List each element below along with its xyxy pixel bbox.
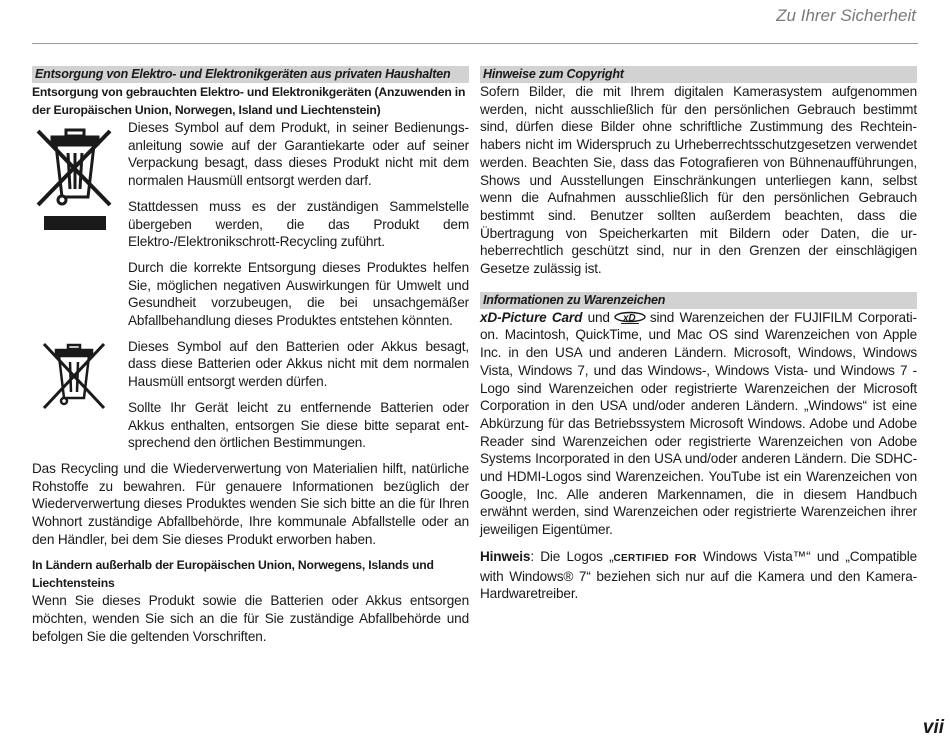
subheading-outside-eu: In Ländern außerhalb der Europäischen Union, Norwegens, Islands und Liechtensteins: [32, 558, 434, 591]
trademark-und: und: [587, 309, 610, 325]
para-battery-removal: Sollte Ihr Gerät leicht zu entfernende Batterien oder Akkus enthalten, entsorgen Sie diese bitte separat entsprechend den örtlichen Bestimmungen.: [128, 399, 469, 451]
para-battery-symbol: Dieses Symbol auf den Batterien oder Akkus besagt, dass diese Batterien oder Akkus nicht mit dem normalen Hausmüll entsorgt werden dürfen.: [128, 338, 469, 390]
certified-for-text: CERTIFIED FOR: [613, 552, 697, 564]
para-recycling: Das Recycling und die Wiederverwertung von Materialien hilft, natürliche Rohstoffe zu bewahren. Für genauere Informationen bezüglich der Wiederverwertung dieses Produktes wenden Sie sich bitte an die für Ihren Wohnort zuständige Abfallbehörde, Ihre kommunale Abfallstelle oder an den Händler, bei dem Sie dieses Produkt erworben haben.: [32, 460, 469, 547]
running-header: Zu Ihrer Sicherheit: [776, 6, 916, 25]
para-note: [480, 548, 917, 603]
note-text-a: : Die Logos „: [530, 548, 614, 564]
note-text-b: Windows Vista™“ und „Compatible with Windows® 7“ beziehen sich nur auf die Kamera und den Kamera-Hardwaretreiber.: [480, 548, 917, 602]
header-rule: [32, 43, 918, 44]
crossed-battery-bin-icon: [32, 338, 128, 452]
battery-symbol-block: [32, 338, 469, 452]
section-heading-copyright: Hinweise zum Copyright: [480, 66, 917, 83]
xd-logo-text: xD: [622, 313, 636, 325]
note-label: Hinweis: [480, 548, 531, 564]
page-number: vii: [922, 717, 944, 738]
crossed-bin-icon: [32, 119, 128, 330]
para-correct-disposal: Durch die korrekte Entsorgung dieses Produktes helfen Sie, möglichen negativen Auswirkungen für Umwelt und Gesundheit vorzubeugen, die bei unsachgemäßer Abfallbehandlung dieses Produktes entstehen könnten.: [128, 259, 469, 329]
para-collection-point: Stattdessen muss es der zuständigen Sammelstelle übergeben werden, die das Produkt dem Elektro-/Elektronikschrott-Recycling zuführt.: [128, 198, 469, 250]
para-outside-eu: Wenn Sie dieses Produkt sowie die Batterien oder Akkus entsorgen möchten, wenden Sie sich an die für Sie zuständige Abfallbehörde und befolgen Sie die geltenden Vorschriften.: [32, 593, 469, 644]
para-bin-symbol: Dieses Symbol auf dem Produkt, in seiner Bedienungsanleitung sowie auf der Garantiekarte oder auf seiner Verpackung besagt, dass dieses Produkt nicht mit dem normalen Hausmüll entsorgt werden darf.: [128, 120, 469, 189]
xd-logo-icon: [613, 311, 647, 325]
xd-card-name: xD-Picture Card: [480, 309, 583, 325]
bin-symbol-block: [32, 119, 469, 330]
right-column: [480, 66, 917, 603]
section-heading-disposal: Entsorgung von Elektro- und Elektronikgeräten aus privaten Haushalten: [32, 66, 469, 83]
trademark-text: sind Warenzeichen der FUJIFILM Corporation. Macintosh, QuickTime, und Mac OS sind Warenzeichen von Apple Inc. in den USA und anderen Ländern. Microsoft, Windows, Windows Vista, Windows 7, und das Windows-, Windows Vista- und Windows 7 -Logo sind Warenzeichen oder registrierte Warenzeichen der Microsoft Corporation in den USA und/oder anderen Ländern. „Windows“ ist eine Abkürzung für das Betriebssystem Microsoft Windows. Adobe und Adobe Reader sind Warenzeichen oder registrierte Warenzeichen von Adobe Systems Incorporated in den USA und/oder anderen Ländern. Die SDHC- und HDMI-Logos sind Warenzeichen. YouTube ist ein Warenzeichen von Google, Inc. Alle anderen Markennamen, die in diesem Handbuch erwähnt werden, sind Warenzeichen oder registrierte Warenzeichen ihrer jeweiligen Eigentümer.: [480, 309, 917, 538]
para-trademarks: [480, 309, 917, 539]
para-copyright: Sofern Bilder, die mit Ihrem digitalen Kamerasystem aufgenommen werden, nicht ausschließlich für den persönlichen Gebrauch bestimmt sind, dürfen diese Bilder ohne schriftliche Zustimmung des Rechteinhabers nicht im Widerspruch zu Urheberrechtsschutzgesetzen verwendet werden. Beachten Sie, dass das Fotografieren von Bühnenaufführungen, Shows und Ausstellungen Einschränkungen unterliegen kann, selbst wenn die Aufnahmen ausschließlich für den persönlichen Gebrauch bestimmt sind. Benutzer sollten außerdem beachten, dass die Übertragung von Speicherkarten mit Bildern oder Daten, die urheberrechtlich geschützt sind, nur in den Grenzen der einschlägigen Gesetze zulässig ist.: [480, 84, 917, 277]
section-heading-trademarks: Informationen zu Warenzeichen: [480, 292, 917, 309]
subheading-eu-disposal: Entsorgung von gebrauchten Elektro- und Elektronikgeräten (Anzuwenden in der Europäischen Union, Norwegen, Island und Liechtenstein): [32, 85, 466, 117]
left-column: [32, 66, 469, 646]
